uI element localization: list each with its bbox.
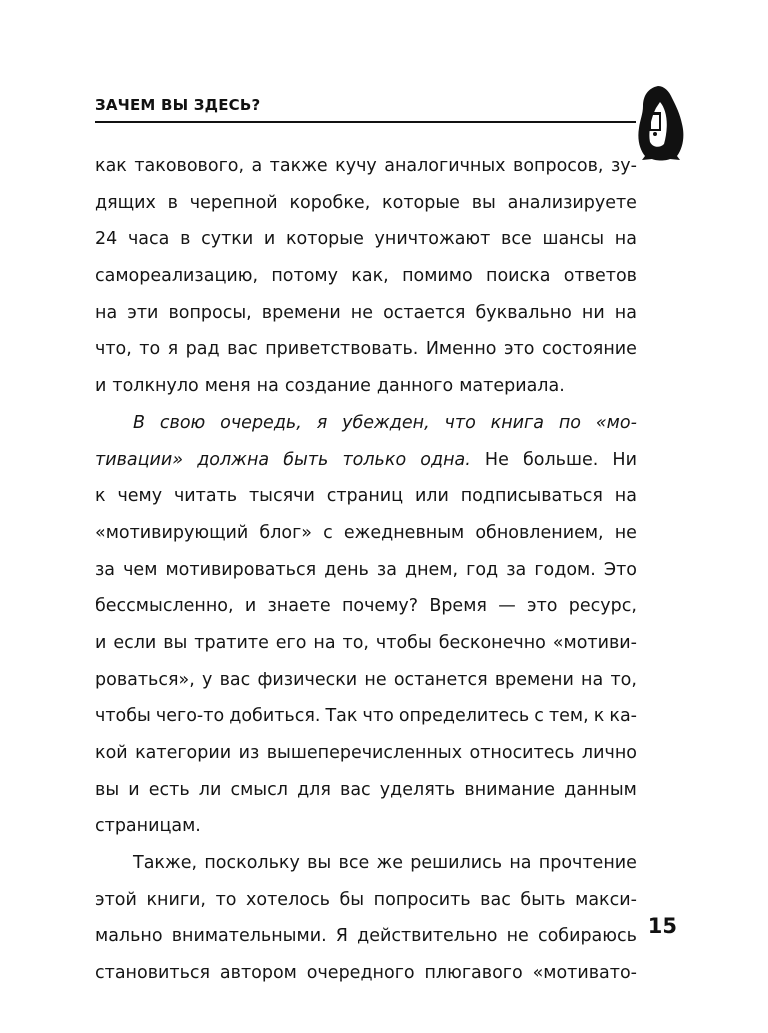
text-line xyxy=(95,552,637,589)
word: кой xyxy=(95,743,128,763)
word: ни xyxy=(581,302,605,323)
word: на xyxy=(614,302,637,323)
word: вас xyxy=(340,779,371,800)
word: меня xyxy=(204,376,251,397)
word: автором xyxy=(219,963,297,984)
page-number: 15 xyxy=(647,914,677,938)
word: из xyxy=(238,743,260,763)
word: то, xyxy=(610,669,637,690)
word: категории xyxy=(135,743,232,763)
word: мально xyxy=(95,926,163,947)
word: то xyxy=(139,339,161,360)
word: и xyxy=(263,229,276,250)
word: больше. xyxy=(522,449,599,470)
word: чему xyxy=(117,486,163,507)
text-line xyxy=(95,368,637,405)
word: на xyxy=(614,229,637,250)
word: и xyxy=(95,376,107,397)
word: очередного xyxy=(306,963,415,984)
italic-word: «мо- xyxy=(595,412,637,433)
word: создание xyxy=(284,376,371,397)
word: днем, xyxy=(405,559,459,580)
italic-word: книга xyxy=(490,412,544,433)
word: остается xyxy=(383,302,466,323)
italic-word: должна xyxy=(197,449,270,470)
word: бессмысленно, xyxy=(95,596,234,617)
word: то xyxy=(215,889,237,910)
word: за xyxy=(506,559,527,580)
word: Я xyxy=(335,926,348,947)
word: как, xyxy=(351,266,389,287)
word: ли xyxy=(198,779,222,800)
italic-word: свою xyxy=(159,412,206,433)
word: смысл xyxy=(230,779,288,800)
word: это xyxy=(503,339,535,360)
word: ежедневным xyxy=(343,522,465,543)
word: знаете xyxy=(267,596,331,617)
word: у xyxy=(202,669,213,690)
word: ресурс, xyxy=(568,596,637,617)
text-line xyxy=(95,735,637,772)
word: плюгавого xyxy=(424,963,523,984)
word: а xyxy=(251,156,263,176)
word: коробке, xyxy=(289,192,371,213)
italic-word: убежден, xyxy=(342,412,430,433)
word: попросить xyxy=(373,889,471,910)
word: обновлением, xyxy=(475,522,604,543)
word: за xyxy=(95,559,116,580)
text-line xyxy=(95,331,637,368)
word: на xyxy=(509,853,532,874)
word: к xyxy=(95,486,106,507)
word: на xyxy=(313,632,336,653)
word: чтобы xyxy=(375,632,432,653)
word: чего-то xyxy=(155,706,225,727)
word: и xyxy=(95,632,107,653)
word: которые xyxy=(285,229,364,250)
word: таковового, xyxy=(134,156,245,176)
word: с xyxy=(323,522,333,543)
word: с xyxy=(534,706,544,727)
word: на xyxy=(95,302,118,323)
word: вас xyxy=(219,669,251,690)
word: день xyxy=(324,559,369,580)
italic-word: по xyxy=(558,412,581,433)
word: ка- xyxy=(609,706,637,727)
word: не xyxy=(614,522,637,543)
word: вас xyxy=(480,889,511,910)
word: страниц xyxy=(326,486,404,507)
word: что, xyxy=(95,339,132,360)
word: становиться xyxy=(95,963,211,984)
word: анализируете xyxy=(507,192,637,213)
text-line xyxy=(95,625,637,662)
word: дящих xyxy=(95,192,156,213)
word: помимо xyxy=(402,266,473,287)
word: не xyxy=(364,669,387,690)
text-line xyxy=(95,515,637,552)
word: хотелось xyxy=(246,889,330,910)
word: то, xyxy=(342,632,369,653)
word: ответов xyxy=(563,266,637,287)
word: кучу xyxy=(335,156,377,176)
word: рад xyxy=(185,339,220,360)
word: вышеперечисленных xyxy=(266,743,463,763)
word: не xyxy=(350,302,374,323)
word: это xyxy=(526,596,558,617)
word: состояние xyxy=(541,339,637,360)
word: чем xyxy=(123,559,158,580)
word: блог» xyxy=(259,522,312,543)
word: годом. xyxy=(534,559,596,580)
word: поиска xyxy=(486,266,551,287)
word: к xyxy=(593,706,605,727)
word: относитесь xyxy=(469,743,575,763)
italic-word: быть xyxy=(283,449,329,470)
word: лично xyxy=(581,743,637,763)
text-line xyxy=(95,478,637,515)
word: данного xyxy=(376,376,454,397)
word: макси- xyxy=(575,889,637,910)
word: все xyxy=(501,229,532,250)
word: Ни xyxy=(612,449,637,470)
word: бы xyxy=(339,889,365,910)
italic-word: только xyxy=(342,449,407,470)
word: быть xyxy=(520,889,566,910)
word: уничтожают xyxy=(374,229,491,250)
word: внимательными. xyxy=(171,926,327,947)
word: вы xyxy=(471,192,496,213)
text-line xyxy=(95,955,637,992)
word: самореализацию, xyxy=(95,266,259,287)
text-line xyxy=(95,148,637,185)
italic-word: В xyxy=(133,412,146,433)
word: добиться. xyxy=(229,706,321,727)
italic-word: тивации» xyxy=(95,449,184,470)
word: чтобы xyxy=(95,706,151,727)
text-line xyxy=(95,882,637,919)
word: что xyxy=(362,706,394,727)
word: Так xyxy=(325,706,358,727)
word: мотивироваться xyxy=(165,559,317,580)
text-line xyxy=(95,845,637,882)
word: если xyxy=(113,632,157,653)
word: и xyxy=(244,596,257,617)
word: Не xyxy=(484,449,509,470)
word: почему? xyxy=(341,596,419,617)
word: уделять xyxy=(379,779,456,800)
word: все xyxy=(338,853,370,874)
word: вы xyxy=(163,632,188,653)
header-divider xyxy=(95,121,636,123)
word: Также, xyxy=(133,853,198,874)
text-line xyxy=(95,662,637,699)
word: в xyxy=(180,229,191,250)
word: часа xyxy=(127,229,170,250)
text-line xyxy=(95,808,637,845)
word: год xyxy=(466,559,499,580)
text-line xyxy=(95,698,637,735)
word: же xyxy=(376,853,404,874)
word: поскольку xyxy=(204,853,300,874)
word: действительно xyxy=(357,926,498,947)
word: тем, xyxy=(548,706,589,727)
word: не xyxy=(506,926,529,947)
word: вопросы, xyxy=(168,302,252,323)
word: и xyxy=(128,779,140,800)
word: сутки xyxy=(201,229,254,250)
word: на xyxy=(614,486,637,507)
word: определитесь xyxy=(398,706,530,727)
text-line xyxy=(95,772,637,809)
word: Именно xyxy=(425,339,497,360)
text-line xyxy=(95,588,637,625)
italic-word: что xyxy=(444,412,476,433)
body-text xyxy=(95,148,637,992)
text-line xyxy=(95,295,637,332)
word: для xyxy=(297,779,331,800)
word: вопросов, xyxy=(513,156,604,176)
italic-word: одна. xyxy=(420,449,471,470)
word: тысячи xyxy=(248,486,315,507)
word: его xyxy=(275,632,307,653)
word: на xyxy=(581,669,604,690)
italic-word: очередь, xyxy=(220,412,302,433)
text-line xyxy=(95,918,637,955)
word: «мотивирующий xyxy=(95,522,249,543)
word: времени xyxy=(261,302,341,323)
word: вы xyxy=(95,779,120,800)
word: материала. xyxy=(459,376,565,397)
word: приветствовать. xyxy=(265,339,419,360)
word: в xyxy=(167,192,178,213)
word: аналогичных xyxy=(384,156,506,176)
word: за xyxy=(376,559,397,580)
text-line xyxy=(95,258,637,295)
word: на xyxy=(256,376,279,397)
text-line xyxy=(95,221,637,258)
word: толкнуло xyxy=(112,376,199,397)
word: как xyxy=(95,156,127,176)
text-line xyxy=(95,185,637,222)
word: черепной xyxy=(189,192,278,213)
word: эти xyxy=(127,302,159,323)
word: останется xyxy=(393,669,488,690)
word: вас xyxy=(227,339,258,360)
word: этой xyxy=(95,889,137,910)
word: я xyxy=(167,339,179,360)
word: подписываться xyxy=(460,486,603,507)
word: зу- xyxy=(610,156,637,176)
word: физически xyxy=(257,669,358,690)
text-line xyxy=(95,442,637,479)
word: прочтение xyxy=(538,853,637,874)
word: страницам. xyxy=(95,816,201,837)
running-header-title: ЗАЧЕМ ВЫ ЗДЕСЬ? xyxy=(95,96,261,114)
word: роваться», xyxy=(95,669,195,690)
word: или xyxy=(414,486,449,507)
italic-word: я xyxy=(316,412,328,433)
penguin-icon xyxy=(636,84,686,162)
word: потому xyxy=(271,266,338,287)
word: есть xyxy=(148,779,190,800)
word: внимание xyxy=(464,779,556,800)
word: Это xyxy=(603,559,637,580)
word: 24 xyxy=(95,229,118,250)
word: решились xyxy=(410,853,503,874)
word: времени xyxy=(494,669,574,690)
text-line xyxy=(95,405,637,442)
word: «мотиви- xyxy=(552,632,637,653)
word: книги, xyxy=(146,889,206,910)
word: бесконечно xyxy=(438,632,546,653)
word: «мотивато- xyxy=(532,963,637,984)
word: шансы xyxy=(542,229,605,250)
word: данным xyxy=(564,779,637,800)
word: — xyxy=(498,596,516,617)
word: читать xyxy=(173,486,238,507)
word: которые xyxy=(382,192,460,213)
word: буквально xyxy=(475,302,572,323)
word: вы xyxy=(307,853,332,874)
word: собираюсь xyxy=(537,926,637,947)
word: Время xyxy=(429,596,487,617)
word: также xyxy=(269,156,328,176)
word: тратите xyxy=(194,632,269,653)
